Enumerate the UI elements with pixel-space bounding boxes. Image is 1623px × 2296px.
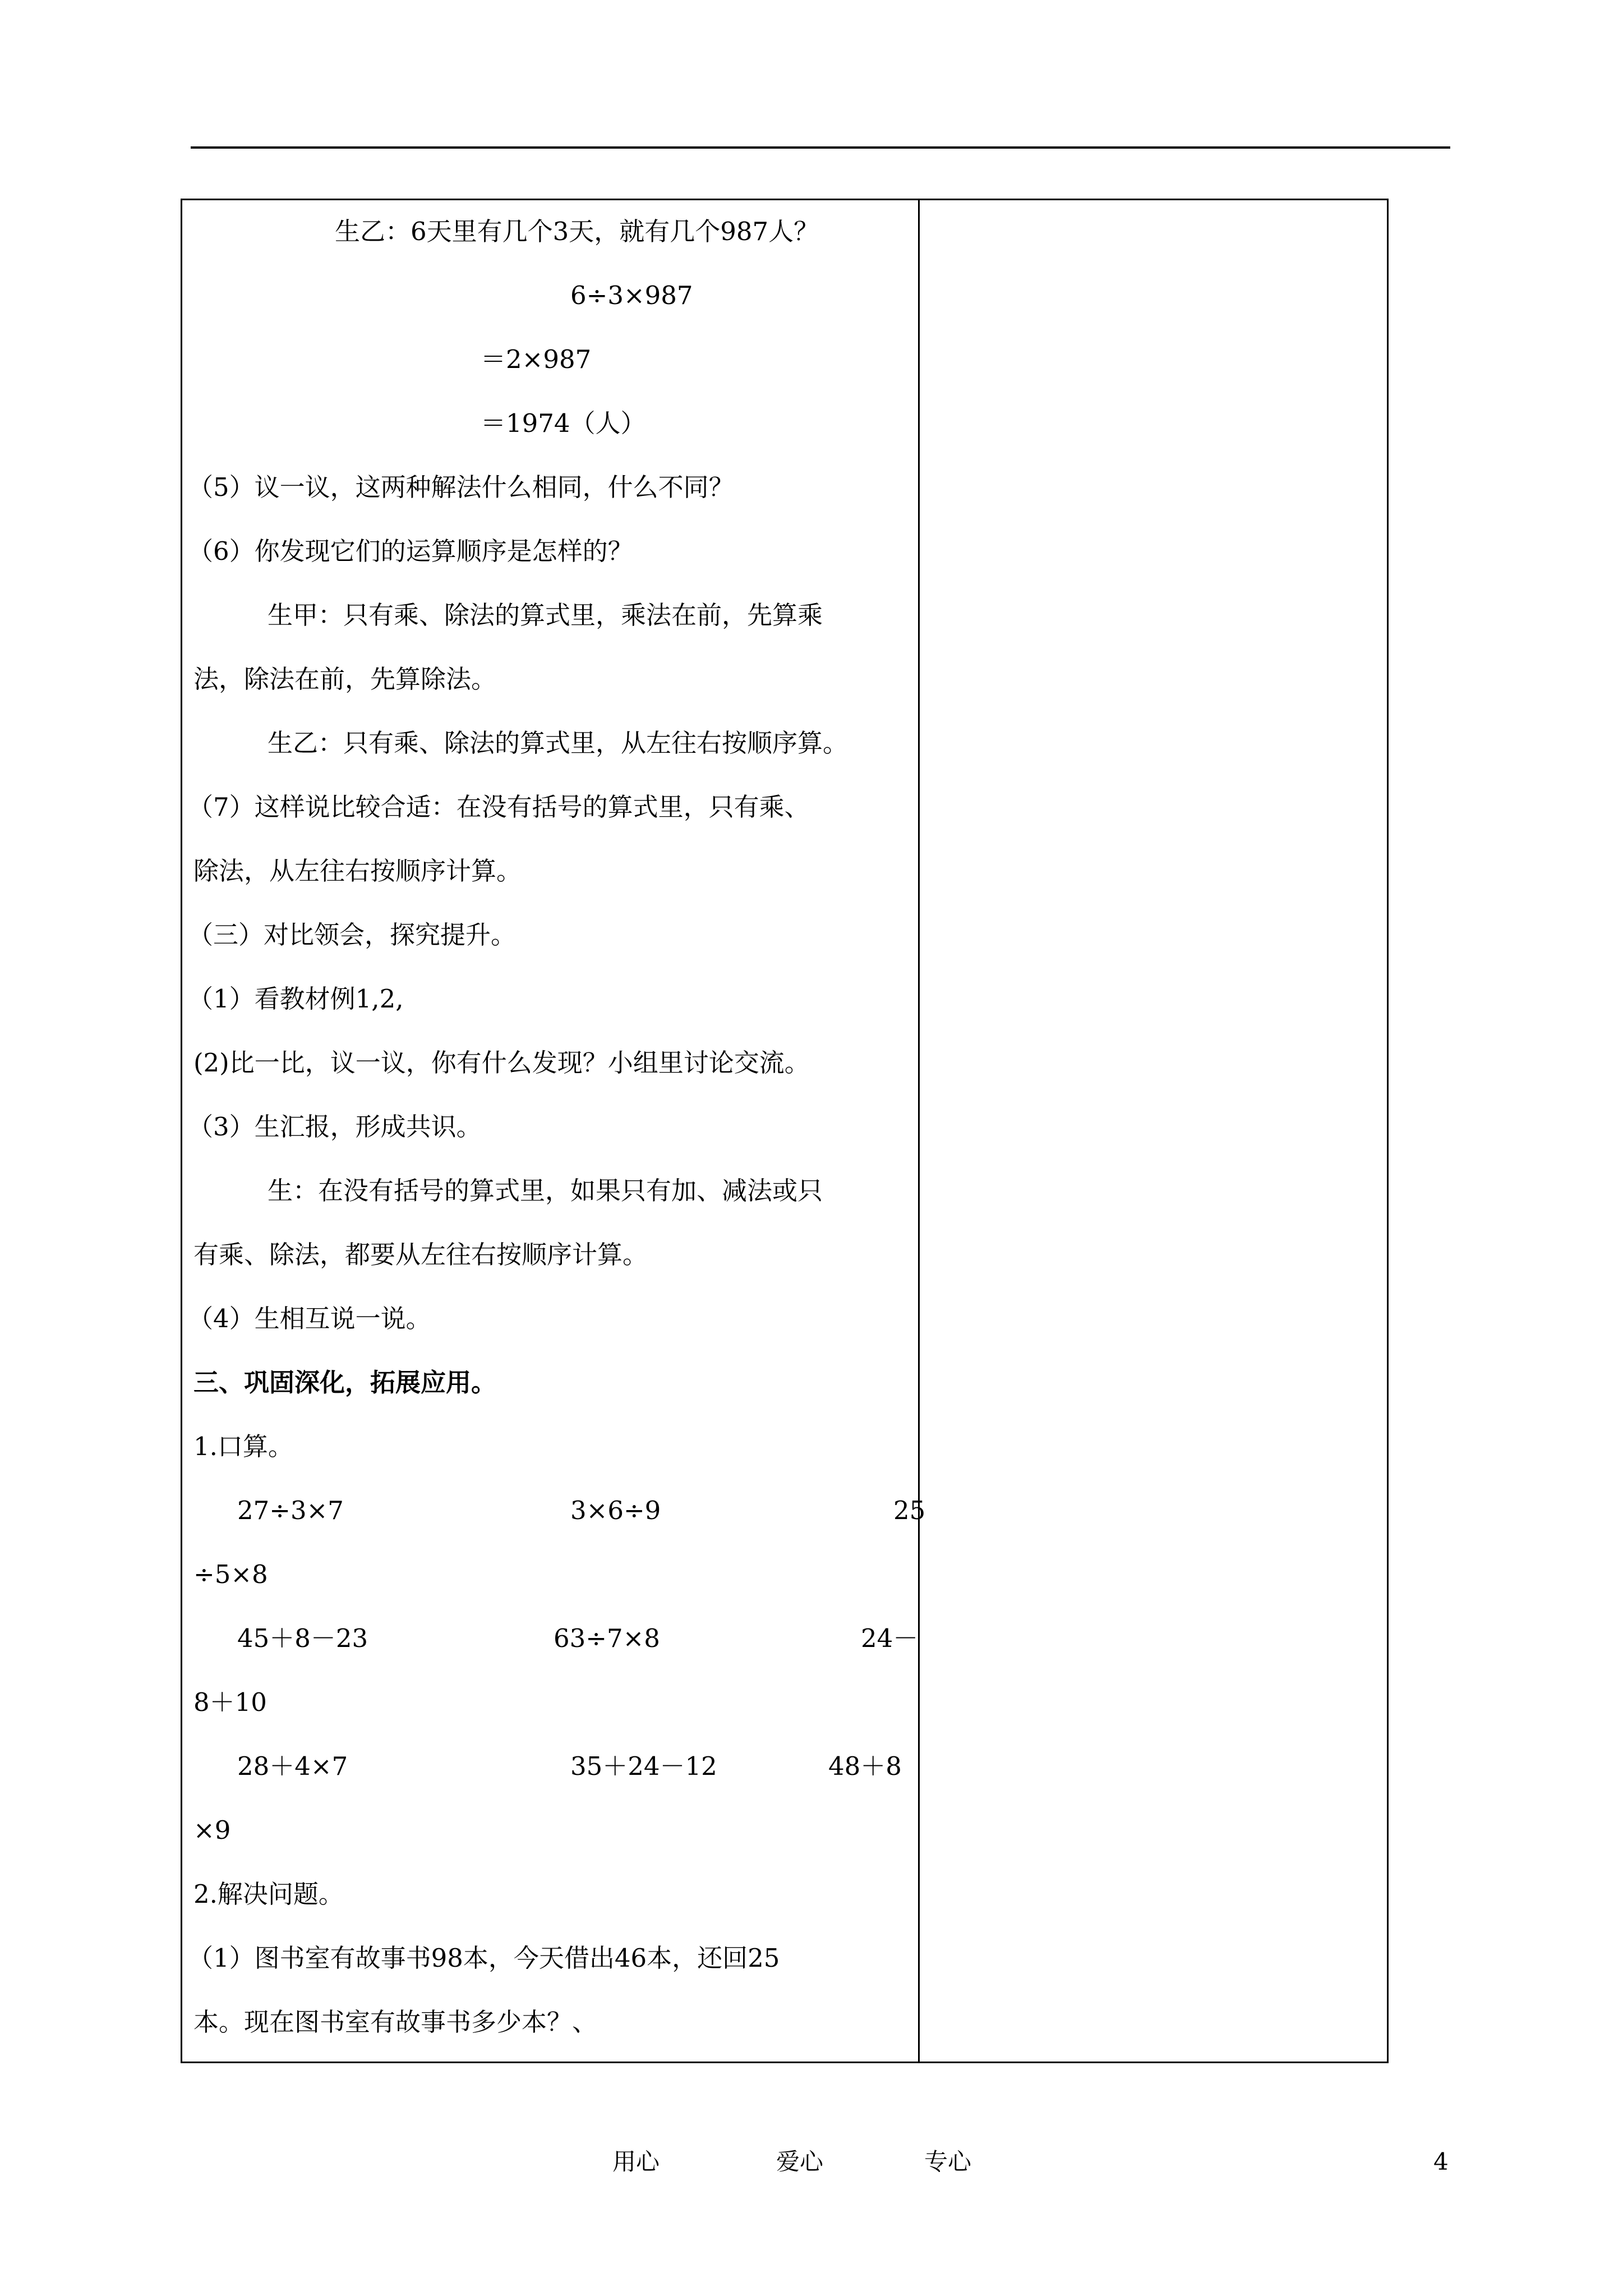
section-heading: （三）对比领会，探究提升。 (188, 920, 517, 950)
text-line: 生乙：6天里有几个3天，就有几个987人？ (335, 217, 819, 246)
text-line: 生乙：只有乘、除法的算式里，从左往右按顺序算。 (268, 728, 849, 758)
exercise-item: 27÷3×7 (237, 1496, 344, 1525)
exercise-item: 28＋4×7 (237, 1751, 348, 1781)
lesson-content-cell (182, 200, 926, 2062)
formula-line: ＝1974（人） (481, 408, 646, 438)
exercise-item: 63÷7×8 (554, 1623, 660, 1653)
text-line: （4）生相互说一说。 (188, 1304, 431, 1333)
text-line: （7）这样说比较合适：在没有括号的算式里，只有乘、 (188, 792, 810, 822)
exercise-item: 3×6÷9 (570, 1496, 661, 1525)
exercise-item: 48＋8 (828, 1751, 902, 1781)
footer-motto: 用心 (612, 2148, 660, 2175)
exercise-item: 8＋10 (193, 1687, 267, 1717)
footer-motto: 专心 (924, 2148, 972, 2175)
text-line: （3）生汇报，形成共识。 (188, 1112, 482, 1142)
exercise-item: ×9 (193, 1815, 231, 1845)
text-line: 2.解决问题。 (193, 1879, 344, 1909)
exercise-item: ÷5×8 (193, 1559, 268, 1589)
text-line: 生甲：只有乘、除法的算式里，乘法在前，先算乘 (268, 600, 823, 630)
formula-line: 6÷3×987 (570, 280, 693, 310)
page-number: 4 (1433, 2148, 1449, 2175)
text-line: 本。现在图书室有故事书多少本？、 (193, 2007, 598, 2037)
header-rule (191, 146, 1450, 149)
section-heading: 三、巩固深化，拓展应用。 (193, 1368, 497, 1397)
exercise-item: 24－ (861, 1623, 919, 1653)
exercise-item: 35＋24－12 (570, 1751, 717, 1781)
text-line: 法，除法在前，先算除法。 (193, 664, 497, 694)
footer-motto: 爱心 (776, 2148, 824, 2175)
text-line: （1）图书室有故事书98本，今天借出46本，还回25 (188, 1943, 780, 1973)
text-line: （1）看教材例1,2, (188, 984, 404, 1014)
text-line: (2)比一比，议一议，你有什么发现？小组里讨论交流。 (193, 1048, 810, 1078)
lesson-table (181, 199, 1389, 2063)
text-line: 除法，从左往右按顺序计算。 (193, 856, 522, 886)
text-line: 1.口算。 (193, 1432, 293, 1461)
text-line: 生：在没有括号的算式里，如果只有加、减法或只 (268, 1176, 823, 1205)
text-line: （5）议一议，这两种解法什么相同，什么不同？ (188, 472, 734, 502)
text-line: 有乘、除法，都要从左往右按顺序计算。 (193, 1240, 648, 1269)
exercise-item: 45＋8－23 (237, 1623, 368, 1653)
column-divider (918, 200, 920, 2062)
exercise-item: 25 (893, 1496, 926, 1525)
text-line: （6）你发现它们的运算顺序是怎样的？ (188, 536, 633, 566)
formula-line: ＝2×987 (481, 344, 592, 374)
